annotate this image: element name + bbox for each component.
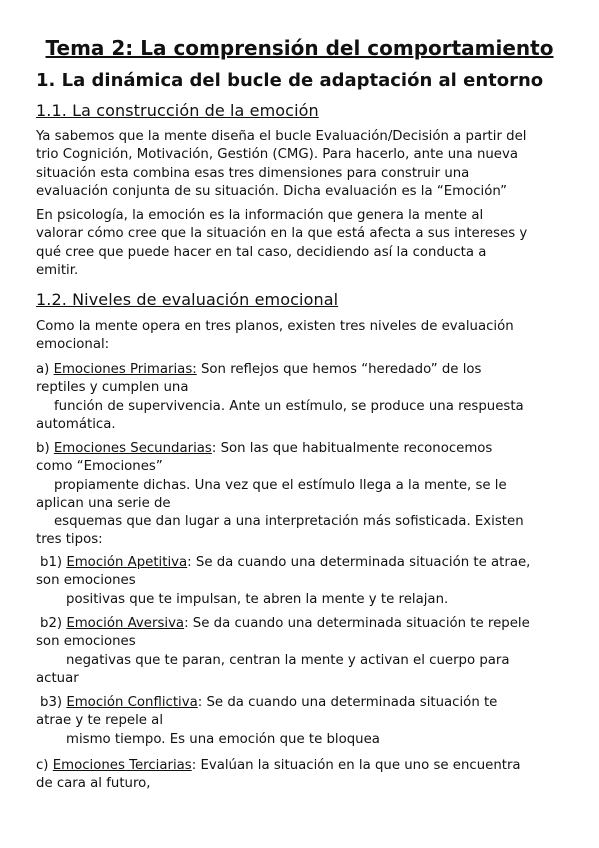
item-line: como “Emociones” [36, 459, 163, 475]
item-line: aplican una serie de [36, 495, 171, 511]
item-text: : Se da cuando una determinada situación te atrae, [187, 555, 531, 570]
paragraph-line: En psicología, la emoción es la información que genera la mente al [36, 208, 484, 223]
item-term: Emociones Secundarias [53, 441, 212, 456]
paragraph-1 [36, 128, 564, 201]
item-text: : Evalúan la situación en la que uno se encuentra [191, 758, 521, 773]
item-line: mismo tiempo. Es una emoción que te bloquea [66, 731, 380, 747]
item-line: automática. [36, 416, 116, 432]
item-b3-conflictiva [36, 694, 564, 749]
item-b2-aversiva [36, 615, 564, 688]
subsection-heading-1-2: 1.2. Niveles de evaluación emocional [36, 290, 339, 309]
item-a-primarias [36, 361, 564, 434]
item-line: de cara al futuro, [36, 776, 151, 792]
paragraph-line: valorar cómo cree que la situación en la que está afecta a sus intereses y [36, 226, 528, 242]
item-line: negativas que te paran, centran la mente y activan el cuerpo para [66, 652, 510, 668]
item-prefix: b) [36, 441, 54, 456]
paragraph-3 [36, 318, 564, 355]
item-text: : Son las que habitualmente reconocemos [211, 441, 493, 456]
paragraph-line: trio Cognición, Motivación, Gestión (CMG). Para hacerlo, ante una nueva [36, 147, 518, 163]
item-prefix: a) [36, 362, 54, 377]
subsection-heading-1-1: 1.1. La construcción de la emoción [36, 101, 319, 120]
item-text: : Se da cuando una determinada situación te [197, 695, 498, 710]
item-prefix: b2) [40, 616, 67, 631]
paragraph-line: evaluación conjunta de su situación. Dicha evaluación es la “Emoción” [36, 183, 507, 199]
item-line: esquemas que dan lugar a una interpretación más sofisticada. Existen [54, 514, 524, 530]
item-line: tres tipos: [36, 532, 103, 548]
item-term: Emoción Apetitiva [66, 555, 188, 570]
item-line: son emociones [36, 634, 136, 650]
document-title: Tema 2: La comprensión del comportamiento [45, 36, 554, 60]
item-line: son emociones [36, 573, 136, 589]
item-prefix: b3) [40, 695, 67, 710]
item-text: Son reflejos que hemos “heredado” de los [196, 362, 482, 377]
paragraph-2 [36, 207, 564, 280]
item-term: Emociones Primarias: [53, 362, 197, 377]
item-b1-apetitiva [36, 554, 564, 609]
item-term: Emoción Aversiva [66, 616, 185, 631]
item-c-terciarias [36, 757, 564, 794]
item-text: : Se da cuando una determinada situación te repele [184, 616, 530, 631]
paragraph-line: emocional: [36, 337, 110, 353]
paragraph-line: Ya sabemos que la mente diseña el bucle Evaluación/Decisión a partir del [36, 129, 527, 144]
paragraph-line: situación esta combina esas tres dimensiones para construir una [36, 165, 470, 181]
item-line: reptiles y cumplen una [36, 380, 189, 396]
item-prefix: b1) [40, 555, 67, 570]
item-line: función de supervivencia. Ante un estímulo, se produce una respuesta [54, 398, 524, 414]
item-line: actuar [36, 670, 79, 686]
item-term: Emoción Conflictiva [66, 695, 198, 710]
item-line: atrae y te repele al [36, 713, 164, 729]
section-heading-1: 1. La dinámica del bucle de adaptación al entorno [36, 70, 544, 91]
paragraph-line: emitir. [36, 262, 79, 278]
item-b-secundarias [36, 440, 564, 550]
item-term: Emociones Terciarias [52, 758, 192, 773]
paragraph-line: Como la mente opera en tres planos, existen tres niveles de evaluación [36, 319, 514, 334]
paragraph-line: qué cree que puede hacer en tal caso, decidiendo así la conducta a [36, 244, 487, 260]
item-line: propiamente dichas. Una vez que el estímulo llega a la mente, se le [54, 477, 507, 493]
item-line: positivas que te impulsan, te abren la mente y te relajan. [66, 591, 449, 607]
item-prefix: c) [36, 758, 53, 773]
